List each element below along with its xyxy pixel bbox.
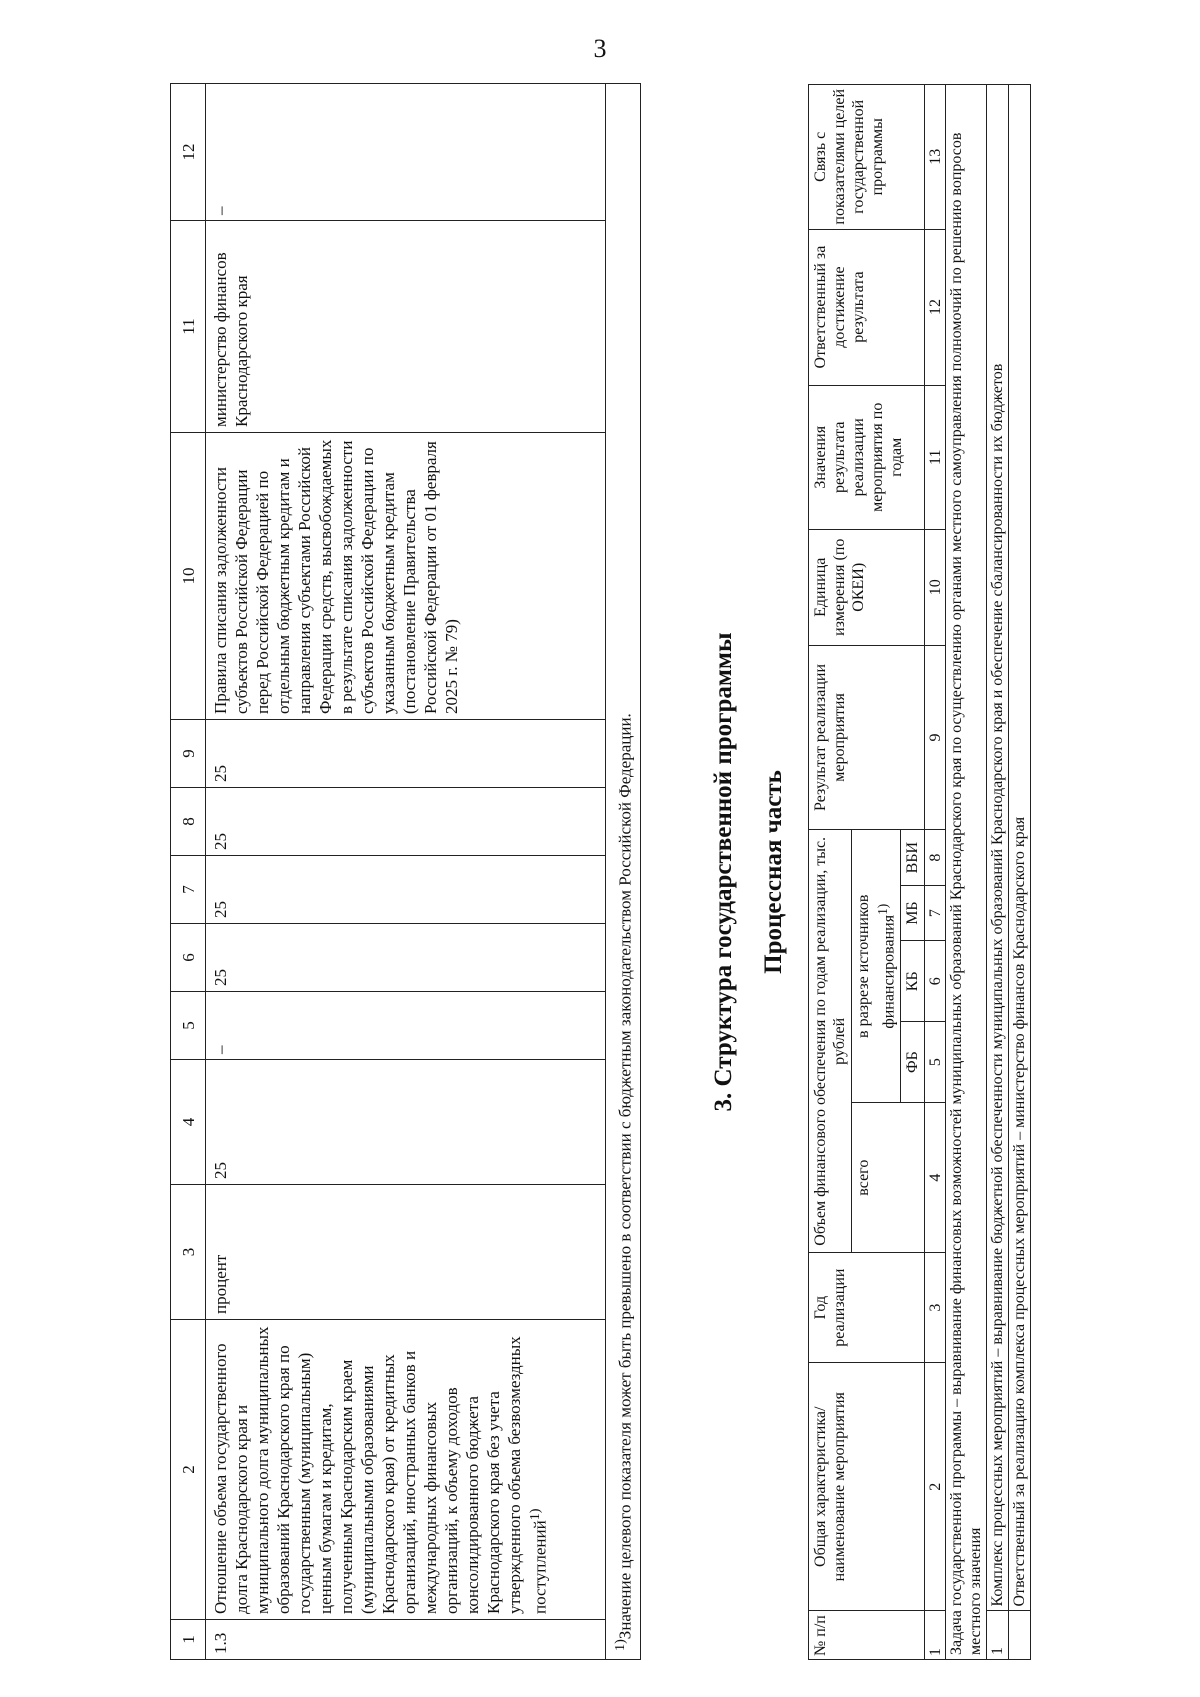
- footnote-cell: [606, 84, 641, 1660]
- task-cell: Задача государственной программы – выравнивание финансовых возможностей муниципальных образований Краснодарского края по осуществлению органами местного самоуправления полномочий по решению вопросов местного значения: [946, 85, 987, 1660]
- col-number: 13: [925, 85, 946, 230]
- col-fb-header: ФБ: [901, 1022, 925, 1103]
- col-unit-header: Единица измерения (по ОКЕИ): [809, 529, 925, 645]
- indicator-name-text: Отношение объема государственного долга Краснодарского края и муниципального долга муниципальных образований Краснодарского края по государственным (муниципальным) ценным бумагам и кредитам, полученным Краснодарским краем (муниципальными образованиями Краснодарского края) от кредитных организаций, иностранных банков и международных финансовых организаций, к объему доходов консолидированного бюджета Краснодарского края без учета утвержденного объема безвозмездных поступлений: [211, 1326, 550, 1614]
- col-responsible-header: Ответственный за достижение результата: [809, 229, 925, 385]
- col-name-header: Общая характеристика/ наименование мероприятия: [809, 1363, 925, 1611]
- col-result-header: Результат реализации мероприятия: [809, 645, 925, 830]
- col-number: 6: [925, 941, 946, 1022]
- value-cell: 25: [206, 788, 606, 856]
- col-number: 11: [925, 385, 946, 529]
- responsible-row: [1009, 85, 1031, 1660]
- section-subtitle: Процессная часть: [760, 770, 787, 974]
- complex-row-number: 1: [987, 1611, 1009, 1660]
- header-cell: 4: [171, 1060, 206, 1185]
- value-cell: 25: [206, 924, 606, 992]
- indicators-table: [170, 83, 641, 1660]
- footnote-mark: 1): [612, 1639, 629, 1651]
- col-number: 7: [925, 885, 946, 940]
- header-cell: 3: [171, 1185, 206, 1320]
- footnote-text: Значение целевого показателя может быть превышено в соответствии с бюджетным законодательством Российской Федерации.: [615, 713, 635, 1640]
- col-number: 2: [925, 1363, 946, 1611]
- empty-cell: [1009, 1611, 1031, 1660]
- col-year-header: Год реализации: [809, 1253, 925, 1363]
- col-sources-header: [852, 830, 901, 1103]
- col-mb-header: МБ: [901, 885, 925, 940]
- header-row-1: [809, 85, 852, 1660]
- indicator-name: [206, 1320, 606, 1620]
- col-number: 5: [925, 1022, 946, 1103]
- column-numbers-row: [925, 85, 946, 1660]
- col-number: 1: [925, 1611, 946, 1660]
- task-row: [946, 85, 987, 1660]
- footnote-row: [606, 84, 641, 1660]
- footnote-mark: 1): [527, 1508, 543, 1521]
- section-title: 3. Структура государственной программы: [710, 632, 737, 1112]
- header-cell: 10: [171, 433, 206, 720]
- complex-cell: Комплекс процессных мероприятий – выравнивание бюджетной обеспеченности муниципальных образований Краснодарского края и обеспечение сбалансированности их бюджетов: [987, 85, 1009, 1611]
- footnote-mark: 1): [875, 903, 890, 915]
- header-cell: 8: [171, 788, 206, 856]
- indicator-row: [206, 84, 606, 1660]
- col-vbi-header: ВБИ: [901, 830, 925, 885]
- row-number: 1.3: [206, 1620, 606, 1660]
- page-number: 3: [593, 34, 607, 63]
- col-number: 12: [925, 229, 946, 385]
- basis-document: Правила списания задолженности субъектов Российской Федерации перед Российской Федерацией по отдельным бюджетным кредитам и направления субъектами Российской Федерации средств, высвобождаемых в результате списания задолженности субъектов Российской Федерации по указанным бюджетным кредитам (постановление Правительства Российской Федерации от 01 февраля 2025 г. № 79): [206, 433, 606, 720]
- link-cell: –: [206, 84, 606, 221]
- complex-row: [987, 85, 1009, 1660]
- col-number: 4: [925, 1103, 946, 1253]
- col-num-header: № п/п: [809, 1611, 925, 1660]
- col-volume-header: Объем финансового обеспечения по годам реализации, тыс. рублей: [809, 830, 852, 1253]
- program-structure-table: [808, 84, 1031, 1660]
- col-number: 9: [925, 645, 946, 830]
- header-cell: 9: [171, 720, 206, 788]
- value-cell: –: [206, 992, 606, 1060]
- responsible-cell: Ответственный за реализацию комплекса процессных мероприятий – министерство финансов Краснодарского края: [1009, 85, 1031, 1611]
- header-cell: 6: [171, 924, 206, 992]
- header-cell: 12: [171, 84, 206, 221]
- col-kb-header: КБ: [901, 941, 925, 1022]
- landscape-content: [170, 84, 1070, 1660]
- value-cell: 25: [206, 1060, 606, 1185]
- indicators-header-row: [171, 84, 206, 1660]
- col-total-header: всего: [852, 1103, 925, 1253]
- header-cell: 5: [171, 992, 206, 1060]
- header-cell: 2: [171, 1320, 206, 1620]
- col-number: 3: [925, 1253, 946, 1363]
- col-number: 8: [925, 830, 946, 885]
- col-number: 10: [925, 529, 946, 645]
- header-cell: 11: [171, 221, 206, 433]
- value-cell: 25: [206, 720, 606, 788]
- col-link-header: Связь с показателями целей государственной программы: [809, 85, 925, 230]
- value-cell: 25: [206, 856, 606, 924]
- sources-text: в разрезе источников финансирования: [855, 894, 898, 1038]
- unit-cell: процент: [206, 1185, 606, 1320]
- header-cell: 1: [171, 1620, 206, 1660]
- responsible-body: министерство финансов Краснодарского края: [206, 221, 606, 433]
- header-cell: 7: [171, 856, 206, 924]
- col-values-header: Значения результата реализации мероприятия по годам: [809, 385, 925, 529]
